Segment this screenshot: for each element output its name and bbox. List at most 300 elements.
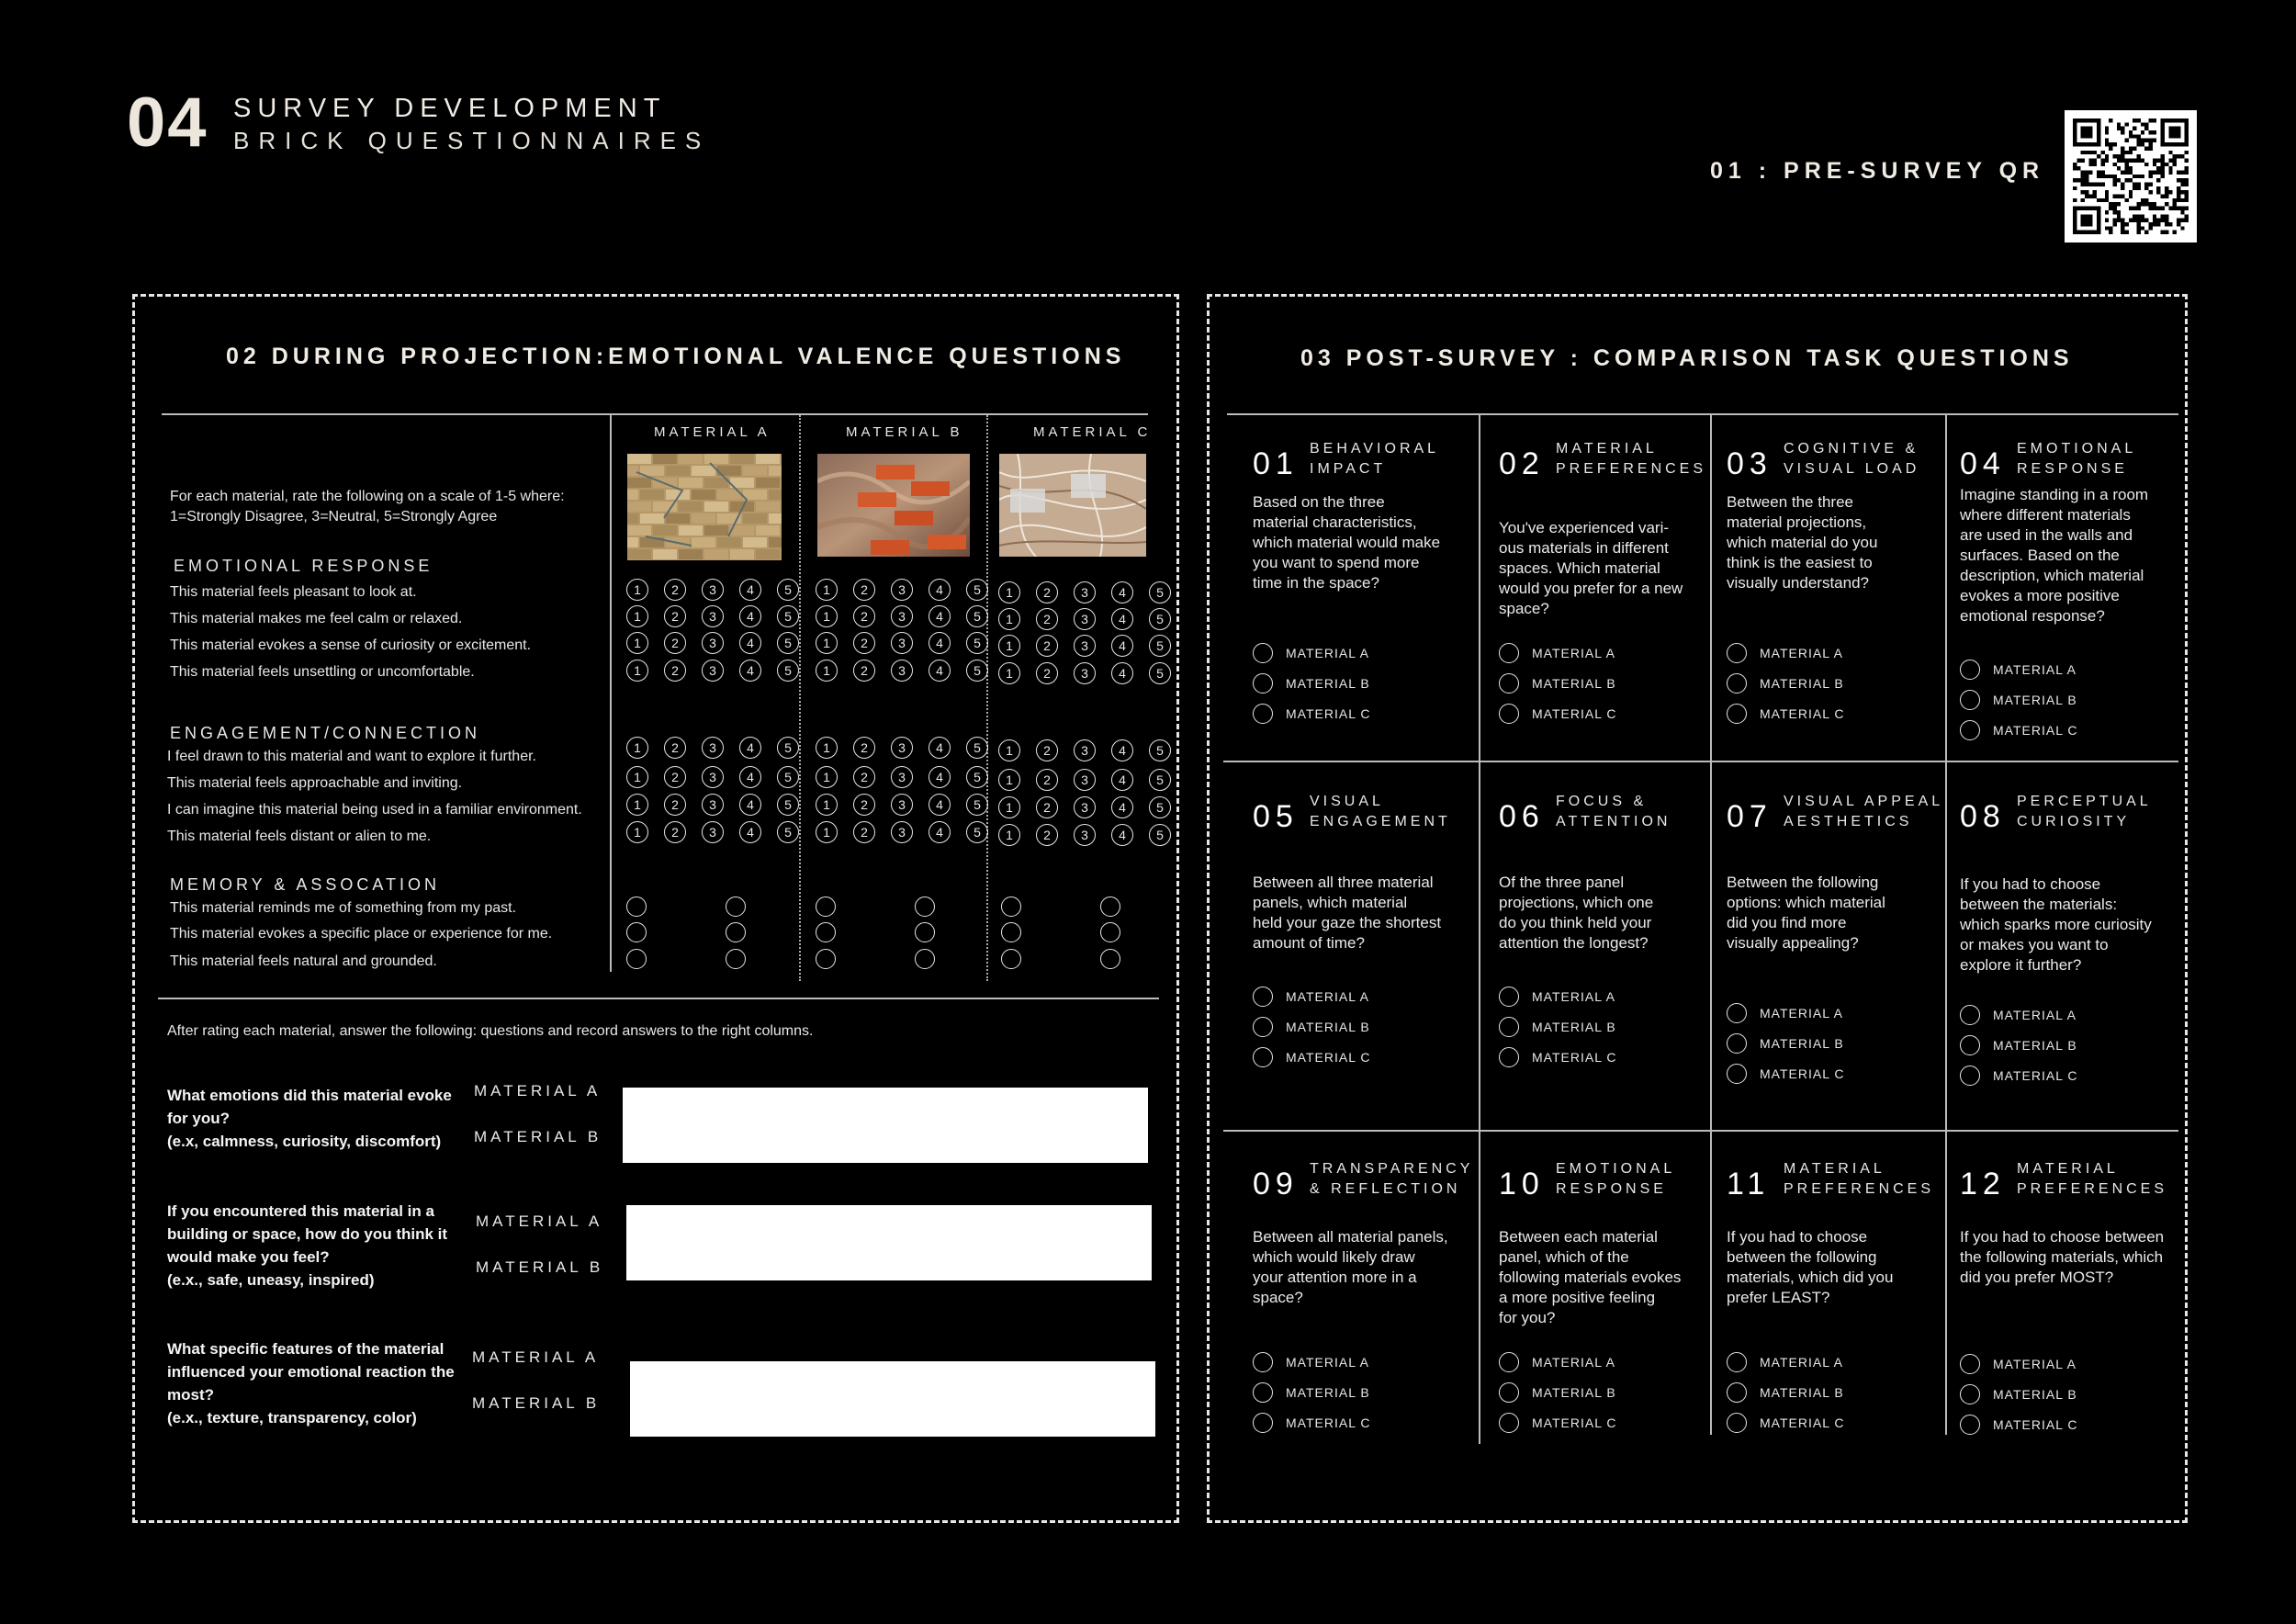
question-heading: [1556, 1159, 1675, 1200]
no-option[interactable]: [1100, 897, 1120, 917]
rating-option[interactable]: 2: [664, 821, 686, 843]
rating-option[interactable]: 4: [929, 794, 951, 816]
rating-option[interactable]: 2: [853, 632, 875, 654]
yes-radio[interactable]: [626, 897, 647, 917]
option-radio[interactable]: [1960, 660, 1980, 680]
rating-option[interactable]: 1: [626, 660, 648, 682]
option-label: MATERIAL B: [1760, 1036, 1844, 1051]
rating-option[interactable]: 5: [966, 821, 988, 843]
no-option[interactable]: [726, 897, 755, 917]
option-label: MATERIAL B: [1532, 676, 1616, 691]
statement: This material feels natural and grounded.: [170, 953, 437, 969]
no-option[interactable]: [1100, 949, 1120, 969]
rating-option[interactable]: 4: [929, 766, 951, 788]
rating-option[interactable]: 2: [1036, 662, 1058, 684]
option-radio[interactable]: [1253, 987, 1273, 1007]
rating-option[interactable]: 4: [739, 766, 761, 788]
rating-option[interactable]: 5: [1149, 581, 1171, 603]
no-option[interactable]: [915, 922, 944, 942]
rating-option[interactable]: 1: [998, 796, 1020, 818]
option-radio[interactable]: [1960, 690, 1980, 710]
rating-option[interactable]: 5: [1149, 635, 1171, 657]
question-heading-line: VISUAL APPEAL: [1784, 794, 1944, 809]
yes-radio[interactable]: [816, 922, 836, 942]
question-heading: [2017, 792, 2152, 832]
option-label: MATERIAL A: [1532, 989, 1615, 1004]
material-option[interactable]: [1253, 987, 1370, 1007]
option-radio[interactable]: [1499, 1382, 1519, 1403]
rating-scale: [626, 579, 810, 601]
material-option[interactable]: [1960, 1035, 2077, 1055]
question-line: surfaces. Based on the: [1960, 547, 2120, 564]
material-option[interactable]: [1499, 1017, 1616, 1037]
rating-option[interactable]: 5: [777, 794, 799, 816]
rating-option[interactable]: 4: [1111, 635, 1133, 657]
rating-option[interactable]: 5: [777, 737, 799, 759]
rating-option[interactable]: 3: [702, 660, 724, 682]
rating-option[interactable]: 3: [891, 737, 913, 759]
rating-option[interactable]: 2: [853, 579, 875, 601]
rating-option[interactable]: 5: [1149, 662, 1171, 684]
option-label: MATERIAL C: [1286, 706, 1371, 721]
option-radio[interactable]: [1253, 1413, 1273, 1433]
rating-option[interactable]: 2: [1036, 581, 1058, 603]
option-label: MATERIAL B: [1286, 676, 1370, 691]
option-radio[interactable]: [1727, 1413, 1747, 1433]
rating-option[interactable]: 1: [998, 608, 1020, 630]
material-option[interactable]: [1499, 704, 1616, 724]
rating-option[interactable]: 1: [816, 766, 838, 788]
rating-option[interactable]: 1: [816, 605, 838, 627]
rating-option[interactable]: 2: [664, 660, 686, 682]
rating-option[interactable]: 5: [1149, 608, 1171, 630]
rating-option[interactable]: 3: [891, 766, 913, 788]
material-option[interactable]: [1253, 1413, 1370, 1433]
material-option[interactable]: [1253, 1352, 1370, 1372]
rating-option[interactable]: 3: [702, 794, 724, 816]
question-heading-line: FOCUS &: [1556, 794, 1648, 809]
answer-options: [1253, 1352, 1370, 1443]
no-radio[interactable]: [1100, 949, 1120, 969]
no-radio[interactable]: [1100, 897, 1120, 917]
rating-option[interactable]: 2: [1036, 635, 1058, 657]
no-option[interactable]: [726, 949, 755, 969]
option-radio[interactable]: [1499, 1017, 1519, 1037]
rating-option[interactable]: 3: [891, 605, 913, 627]
option-radio[interactable]: [1499, 673, 1519, 694]
category-heading: EMOTIONAL RESPONSE: [174, 557, 433, 575]
option-label: MATERIAL A: [1760, 646, 1843, 660]
option-radio[interactable]: [1727, 704, 1747, 724]
rating-option[interactable]: 3: [1074, 769, 1096, 791]
rating-option[interactable]: 1: [816, 579, 838, 601]
rating-option[interactable]: 5: [1149, 796, 1171, 818]
category-heading: ENGAGEMENT/CONNECTION: [170, 724, 481, 742]
rating-option[interactable]: 3: [891, 821, 913, 843]
rating-option[interactable]: 1: [626, 579, 648, 601]
rating-option[interactable]: 4: [739, 579, 761, 601]
open-question-3: [167, 1337, 455, 1429]
divider: [1945, 415, 1947, 1435]
no-radio[interactable]: [726, 897, 746, 917]
material-option[interactable]: [1253, 643, 1370, 663]
option-radio[interactable]: [1727, 643, 1747, 663]
material-option[interactable]: [1499, 1352, 1616, 1372]
material-option[interactable]: [1727, 1382, 1844, 1403]
rating-option[interactable]: 3: [1074, 635, 1096, 657]
page-title: SURVEY DEVELOPMENT: [233, 94, 667, 123]
no-option[interactable]: [915, 897, 944, 917]
answer-options: [1727, 1352, 1844, 1443]
rating-option[interactable]: 4: [739, 660, 761, 682]
material-option[interactable]: [1727, 1033, 1844, 1054]
material-option[interactable]: [1499, 1413, 1616, 1433]
no-radio[interactable]: [915, 897, 935, 917]
question-text: [1253, 492, 1440, 593]
post-title: 03 POST-SURVEY : COMPARISON TASK QUESTIONS: [1300, 345, 2074, 371]
category-heading: MEMORY & ASSOCATION: [170, 875, 441, 894]
question-line: attention the longest?: [1499, 934, 1649, 952]
question-number: 01: [1253, 446, 1299, 481]
rating-option[interactable]: 5: [1149, 739, 1171, 761]
option-radio[interactable]: [1499, 1352, 1519, 1372]
rating-option[interactable]: 5: [777, 605, 799, 627]
option-label: MATERIAL C: [1532, 1415, 1617, 1430]
rating-option[interactable]: 5: [966, 737, 988, 759]
question-line: Between each material: [1499, 1228, 1658, 1246]
material-option[interactable]: [1960, 1354, 2077, 1374]
rating-option[interactable]: 2: [664, 579, 686, 601]
rating-option[interactable]: 2: [664, 632, 686, 654]
rating-option[interactable]: 1: [998, 581, 1020, 603]
option-radio[interactable]: [1253, 704, 1273, 724]
rating-option[interactable]: 5: [777, 632, 799, 654]
question-line: which sparks more curiosity: [1960, 916, 2152, 933]
material-option[interactable]: [1499, 987, 1616, 1007]
rating-option[interactable]: 3: [1074, 739, 1096, 761]
rating-option[interactable]: 4: [929, 579, 951, 601]
rating-option[interactable]: 5: [777, 660, 799, 682]
rating-option[interactable]: 5: [777, 821, 799, 843]
yes-radio[interactable]: [1001, 922, 1021, 942]
material-option[interactable]: [1253, 1382, 1370, 1403]
rating-option[interactable]: 2: [853, 821, 875, 843]
rating-option[interactable]: 1: [816, 794, 838, 816]
option-radio[interactable]: [1960, 1415, 1980, 1435]
option-label: MATERIAL A: [1993, 662, 2077, 677]
question-line: (e.x., safe, uneasy, inspired): [167, 1271, 375, 1289]
option-radio[interactable]: [1960, 1066, 1980, 1086]
material-option[interactable]: [1960, 660, 2077, 680]
option-radio[interactable]: [1960, 1035, 1980, 1055]
rating-option[interactable]: 5: [966, 766, 988, 788]
yes-option[interactable]: [626, 949, 656, 969]
rating-option[interactable]: 5: [966, 579, 988, 601]
question-line: prefer LEAST?: [1727, 1289, 1830, 1306]
rating-option[interactable]: 4: [739, 821, 761, 843]
option-radio[interactable]: [1253, 1352, 1273, 1372]
option-radio[interactable]: [1499, 1047, 1519, 1067]
rating-option[interactable]: 2: [853, 766, 875, 788]
question-heading-line: MATERIAL: [1556, 441, 1658, 457]
material-option[interactable]: [1253, 1017, 1370, 1037]
question-line: think is the easiest to: [1727, 554, 1873, 571]
yes-radio[interactable]: [626, 922, 647, 942]
rating-option[interactable]: 2: [664, 766, 686, 788]
question-line: following materials evokes: [1499, 1269, 1682, 1286]
no-radio[interactable]: [726, 922, 746, 942]
rating-option[interactable]: 2: [1036, 739, 1058, 761]
question-heading-line: PREFERENCES: [1784, 1181, 1935, 1197]
rating-option[interactable]: 5: [777, 766, 799, 788]
rating-option[interactable]: 1: [626, 605, 648, 627]
rating-option[interactable]: 3: [1074, 581, 1096, 603]
rating-option[interactable]: 1: [626, 821, 648, 843]
rating-option[interactable]: 3: [702, 605, 724, 627]
material-option[interactable]: [1253, 673, 1370, 694]
rating-option[interactable]: 1: [998, 824, 1020, 846]
rating-scale: [626, 766, 810, 788]
question-heading: [1784, 439, 1919, 479]
rating-option[interactable]: 5: [966, 632, 988, 654]
question-heading-line: EMOTIONAL: [1556, 1161, 1676, 1177]
material-option[interactable]: [1727, 1352, 1844, 1372]
rating-option[interactable]: 1: [816, 737, 838, 759]
option-radio[interactable]: [1253, 673, 1273, 694]
rating-scale: [816, 605, 999, 627]
material-option[interactable]: [1499, 1382, 1616, 1403]
question-line: would you prefer for a new: [1499, 580, 1683, 597]
rating-scale: [626, 632, 810, 654]
rating-option[interactable]: 4: [1111, 739, 1133, 761]
question-line: for you?: [167, 1110, 230, 1127]
option-radio[interactable]: [1253, 1382, 1273, 1403]
no-option[interactable]: [915, 949, 944, 969]
rating-option[interactable]: 3: [1074, 608, 1096, 630]
answer-options: [1727, 643, 1844, 734]
material-option[interactable]: [1960, 720, 2077, 740]
rating-scale: [816, 579, 999, 601]
option-radio[interactable]: [1499, 987, 1519, 1007]
rating-option[interactable]: 1: [816, 660, 838, 682]
material-option[interactable]: [1499, 1047, 1616, 1067]
material-option[interactable]: [1499, 673, 1616, 694]
option-radio[interactable]: [1499, 643, 1519, 663]
option-radio[interactable]: [1253, 1017, 1273, 1037]
rating-option[interactable]: 1: [998, 662, 1020, 684]
no-radio[interactable]: [1100, 922, 1120, 942]
rating-option[interactable]: 5: [777, 579, 799, 601]
rating-option[interactable]: 2: [853, 794, 875, 816]
rating-option[interactable]: 4: [929, 821, 951, 843]
rating-option[interactable]: 4: [1111, 769, 1133, 791]
rating-option[interactable]: 4: [1111, 824, 1133, 846]
answer-box-2[interactable]: [626, 1205, 1152, 1280]
rating-option[interactable]: 1: [816, 632, 838, 654]
rating-option[interactable]: 4: [739, 632, 761, 654]
question-heading-line: RESPONSE: [2017, 461, 2128, 477]
material-option[interactable]: [1727, 1413, 1844, 1433]
rating-option[interactable]: 2: [1036, 796, 1058, 818]
rating-option[interactable]: 3: [1074, 824, 1096, 846]
question-text: [1253, 873, 1441, 953]
rating-option[interactable]: 4: [929, 737, 951, 759]
option-radio[interactable]: [1960, 1384, 1980, 1404]
rating-option[interactable]: 3: [702, 579, 724, 601]
question-line: Of the three panel: [1499, 874, 1625, 891]
option-radio[interactable]: [1727, 1033, 1747, 1054]
material-option[interactable]: [1960, 1005, 2077, 1025]
rating-option[interactable]: 4: [929, 632, 951, 654]
section-number: 04: [127, 84, 208, 162]
rating-option[interactable]: 1: [998, 635, 1020, 657]
rating-option[interactable]: 3: [1074, 662, 1096, 684]
answer-options: [1499, 643, 1616, 734]
divider: [1223, 761, 2178, 762]
rating-option[interactable]: 2: [664, 605, 686, 627]
yes-radio[interactable]: [816, 897, 836, 917]
option-radio[interactable]: [1727, 1352, 1747, 1372]
rating-option[interactable]: 4: [929, 660, 951, 682]
question-line: What emotions did this material evoke: [167, 1087, 452, 1104]
rating-option[interactable]: 1: [626, 737, 648, 759]
rating-option[interactable]: 1: [998, 739, 1020, 761]
rating-option[interactable]: 3: [891, 579, 913, 601]
rating-option[interactable]: 2: [664, 794, 686, 816]
rating-option[interactable]: 5: [1149, 824, 1171, 846]
yes-radio[interactable]: [1001, 949, 1021, 969]
rating-option[interactable]: 2: [1036, 608, 1058, 630]
rating-option[interactable]: 4: [739, 794, 761, 816]
rating-option[interactable]: 1: [626, 794, 648, 816]
rating-option[interactable]: 3: [702, 821, 724, 843]
option-radio[interactable]: [1499, 1413, 1519, 1433]
rating-option[interactable]: 2: [664, 737, 686, 759]
question-line: explore it further?: [1960, 956, 2082, 974]
question-number: 12: [1960, 1167, 2006, 1201]
rating-option[interactable]: 4: [739, 605, 761, 627]
material-option[interactable]: [1727, 643, 1844, 663]
option-radio[interactable]: [1727, 673, 1747, 694]
no-radio[interactable]: [726, 949, 746, 969]
question-number: 10: [1499, 1167, 1545, 1201]
rating-option[interactable]: 5: [966, 660, 988, 682]
question-heading-line: ENGAGEMENT: [1310, 814, 1451, 829]
rating-option[interactable]: 3: [891, 660, 913, 682]
option-label: MATERIAL B: [1993, 1038, 2077, 1053]
rating-option[interactable]: 4: [929, 605, 951, 627]
material-option[interactable]: [1253, 704, 1370, 724]
question-number: 02: [1499, 446, 1545, 481]
rating-option[interactable]: 2: [853, 660, 875, 682]
option-radio[interactable]: [1960, 720, 1980, 740]
option-radio[interactable]: [1727, 1064, 1747, 1084]
material-option[interactable]: [1960, 1066, 2077, 1086]
material-option[interactable]: [1960, 1415, 2077, 1435]
qr-code[interactable]: [2065, 110, 2197, 242]
question-heading-line: BEHAVIORAL: [1310, 441, 1440, 457]
rating-option[interactable]: 1: [626, 766, 648, 788]
material-option[interactable]: [1727, 1003, 1844, 1023]
rating-option[interactable]: 4: [1111, 662, 1133, 684]
no-option[interactable]: [726, 922, 755, 942]
rating-option[interactable]: 1: [998, 769, 1020, 791]
option-radio[interactable]: [1960, 1005, 1980, 1025]
rating-option[interactable]: 4: [1111, 796, 1133, 818]
yes-option[interactable]: [816, 897, 845, 917]
yes-option[interactable]: [626, 922, 656, 942]
option-radio[interactable]: [1253, 643, 1273, 663]
rating-option[interactable]: 1: [816, 821, 838, 843]
question-number: 11: [1727, 1167, 1771, 1201]
option-radio[interactable]: [1499, 704, 1519, 724]
yes-radio[interactable]: [816, 949, 836, 969]
material-option[interactable]: [1727, 1064, 1844, 1084]
rating-option[interactable]: 5: [1149, 769, 1171, 791]
rating-option[interactable]: 1: [626, 632, 648, 654]
option-radio[interactable]: [1960, 1354, 1980, 1374]
rating-option[interactable]: 3: [702, 737, 724, 759]
rating-option[interactable]: 5: [966, 605, 988, 627]
answer-box-3[interactable]: [630, 1361, 1155, 1437]
yes-option[interactable]: [1001, 922, 1030, 942]
rating-option[interactable]: 3: [891, 632, 913, 654]
rating-option[interactable]: 3: [1074, 796, 1096, 818]
material-option[interactable]: [1253, 1047, 1370, 1067]
yes-radio[interactable]: [626, 949, 647, 969]
option-radio[interactable]: [1727, 1003, 1747, 1023]
rating-option[interactable]: 2: [853, 605, 875, 627]
rating-option[interactable]: 3: [702, 766, 724, 788]
rating-option[interactable]: 4: [1111, 581, 1133, 603]
yes-option[interactable]: [1001, 949, 1030, 969]
rating-option[interactable]: 4: [1111, 608, 1133, 630]
yes-option[interactable]: [1001, 897, 1030, 917]
rating-option[interactable]: 5: [966, 794, 988, 816]
yes-option[interactable]: [816, 922, 845, 942]
rating-option[interactable]: 4: [739, 737, 761, 759]
question-text: [1727, 492, 1877, 593]
yes-option[interactable]: [816, 949, 845, 969]
question-line: emotional response?: [1960, 607, 2105, 625]
question-line: What specific features of the material: [167, 1340, 445, 1358]
option-radio[interactable]: [1727, 1382, 1747, 1403]
material-option[interactable]: [1960, 1384, 2077, 1404]
no-radio[interactable]: [915, 922, 935, 942]
answer-options: [1499, 1352, 1616, 1443]
answer-box-1[interactable]: [623, 1088, 1148, 1163]
no-radio[interactable]: [915, 949, 935, 969]
rating-instructions: For each material, rate the following on a scale of 1-5 where:: [170, 489, 565, 504]
option-radio[interactable]: [1253, 1047, 1273, 1067]
yes-radio[interactable]: [1001, 897, 1021, 917]
rating-option[interactable]: 2: [1036, 824, 1058, 846]
statement: This material feels distant or alien to me.: [167, 829, 432, 844]
option-label: MATERIAL A: [1532, 646, 1615, 660]
option-label: MATERIAL A: [1286, 989, 1369, 1004]
material-option[interactable]: [1960, 690, 2077, 710]
yes-option[interactable]: [626, 897, 656, 917]
material-option[interactable]: [1727, 704, 1844, 724]
rating-scale-legend: 1=Strongly Disagree, 3=Neutral, 5=Strongly Agree: [170, 509, 498, 524]
material-option[interactable]: [1727, 673, 1844, 694]
rating-option[interactable]: 2: [1036, 769, 1058, 791]
material-option[interactable]: [1499, 643, 1616, 663]
rating-option[interactable]: 3: [702, 632, 724, 654]
rating-option[interactable]: 3: [891, 794, 913, 816]
rating-option[interactable]: 2: [853, 737, 875, 759]
no-option[interactable]: [1100, 922, 1120, 942]
